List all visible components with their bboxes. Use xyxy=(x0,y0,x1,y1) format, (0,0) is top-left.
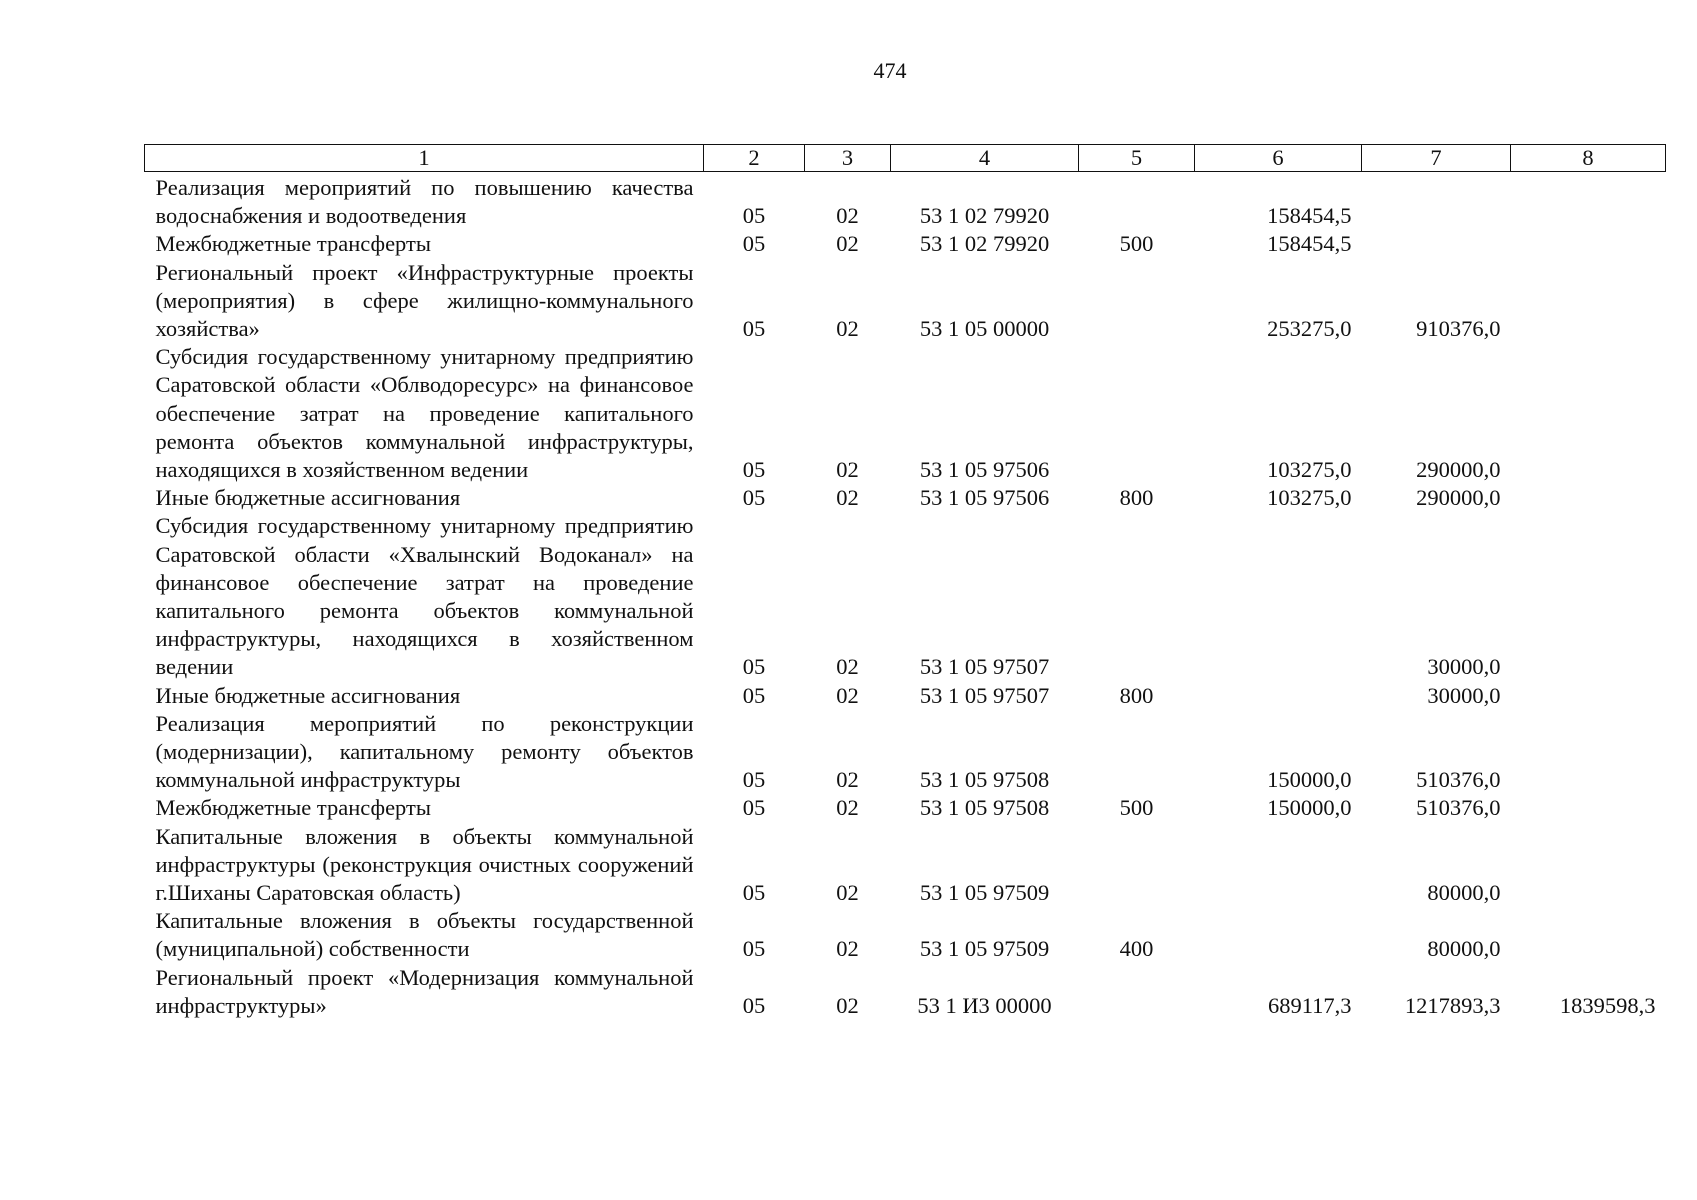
table-row xyxy=(145,964,1666,1020)
table-row xyxy=(145,710,1666,795)
row-amount-col8 xyxy=(1511,343,1666,484)
table-header xyxy=(145,145,1666,172)
table-row xyxy=(145,343,1666,484)
table-row xyxy=(145,230,1666,258)
row-section: 05 xyxy=(742,203,766,229)
row-amount-col6: 158454,5 xyxy=(1267,203,1352,229)
row-section: 05 xyxy=(742,231,766,257)
row-section: 05 xyxy=(742,880,766,906)
row-target-article: 53 1 05 97508 xyxy=(919,767,1050,793)
row-description: Субсидия государственному унитарному предприятию Саратовской области «Облводоресурс» на финансовое обеспечение затрат на проведение капитального ремонта объектов коммунальной инфраструктуры, находящихся в хозяйственном ведении xyxy=(155,344,694,483)
row-expense-type xyxy=(1079,710,1195,795)
row-target-article: 53 1 05 00000 xyxy=(919,316,1050,342)
row-description: Иные бюджетные ассигнования xyxy=(155,682,461,708)
column-header-7: 7 xyxy=(1362,145,1511,172)
row-expense-type xyxy=(1079,343,1195,484)
row-target-article: 53 1 И3 00000 xyxy=(917,992,1052,1018)
row-amount-col6: 103275,0 xyxy=(1267,457,1352,483)
row-target-article: 53 1 05 97506 xyxy=(919,457,1050,483)
row-subsection: 02 xyxy=(836,316,859,342)
table-row xyxy=(145,172,1666,231)
row-subsection: 02 xyxy=(836,992,859,1018)
row-target-article: 53 1 05 97509 xyxy=(919,880,1050,906)
column-header-3: 3 xyxy=(805,145,891,172)
row-amount-col7: 510376,0 xyxy=(1416,795,1501,821)
column-header-2: 2 xyxy=(704,145,805,172)
row-section: 05 xyxy=(742,682,766,708)
column-header-4: 4 xyxy=(891,145,1079,172)
row-amount-col6 xyxy=(1195,682,1362,710)
table-row xyxy=(145,682,1666,710)
row-subsection: 02 xyxy=(836,485,859,511)
row-amount-col8: 1839598,3 xyxy=(1559,992,1656,1018)
row-amount-col7: 1217893,3 xyxy=(1404,992,1501,1018)
row-amount-col7: 30000,0 xyxy=(1427,682,1501,708)
row-target-article: 53 1 02 79920 xyxy=(919,203,1050,229)
column-header-8: 8 xyxy=(1511,145,1666,172)
row-expense-type xyxy=(1079,259,1195,344)
row-amount-col7: 30000,0 xyxy=(1427,654,1501,680)
row-description: Капитальные вложения в объекты коммунальной инфраструктуры (реконструкция очистных сооружений г.Шиханы Саратовская область) xyxy=(155,823,694,906)
row-subsection: 02 xyxy=(836,654,859,680)
row-subsection: 02 xyxy=(836,231,859,257)
row-description: Реализация мероприятий по реконструкции (модернизации), капитальному ремонту объектов коммунальной инфраструктуры xyxy=(155,710,694,793)
row-description: Субсидия государственному унитарному предприятию Саратовской области «Хвалынский Водоканал» на финансовое обеспечение затрат на проведение капитального ремонта объектов коммунальной инфраструктуры, находящихся в хозяйственном ведении xyxy=(155,513,694,680)
row-target-article: 53 1 05 97509 xyxy=(919,936,1050,962)
column-header-6: 6 xyxy=(1195,145,1362,172)
row-amount-col6 xyxy=(1195,907,1362,963)
row-subsection: 02 xyxy=(836,682,859,708)
row-amount-col7 xyxy=(1362,172,1511,231)
row-expense-type xyxy=(1079,172,1195,231)
row-description: Капитальные вложения в объекты государственной (муниципальной) собственности xyxy=(155,908,694,962)
table-row xyxy=(145,259,1666,344)
row-amount-col7: 910376,0 xyxy=(1416,316,1501,342)
row-description: Региональный проект «Инфраструктурные проекты (мероприятия) в сфере жилищно-коммунального хозяйства» xyxy=(155,259,694,342)
header-row xyxy=(145,145,1666,172)
row-amount-col8 xyxy=(1511,230,1666,258)
row-section: 05 xyxy=(742,992,766,1018)
table-row xyxy=(145,823,1666,908)
row-expense-type: 400 xyxy=(1119,936,1154,962)
table-row xyxy=(145,484,1666,512)
row-expense-type: 500 xyxy=(1119,231,1154,257)
row-amount-col6 xyxy=(1195,823,1362,908)
row-description: Региональный проект «Модернизация коммунальной инфраструктуры» xyxy=(155,964,694,1018)
column-header-1: 1 xyxy=(145,145,704,172)
table-row xyxy=(145,512,1666,681)
row-amount-col7: 510376,0 xyxy=(1416,767,1501,793)
page-number: 474 xyxy=(873,58,907,83)
row-section: 05 xyxy=(742,767,766,793)
row-amount-col6: 158454,5 xyxy=(1267,231,1352,257)
budget-table xyxy=(144,144,1666,1020)
row-subsection: 02 xyxy=(836,880,859,906)
row-amount-col8 xyxy=(1511,172,1666,231)
row-amount-col6 xyxy=(1195,512,1362,681)
row-expense-type xyxy=(1079,823,1195,908)
row-section: 05 xyxy=(742,485,766,511)
row-expense-type: 800 xyxy=(1119,485,1154,511)
row-description: Межбюджетные трансферты xyxy=(155,795,431,821)
row-amount-col6: 150000,0 xyxy=(1267,767,1352,793)
row-expense-type: 800 xyxy=(1119,682,1154,708)
row-amount-col6: 103275,0 xyxy=(1267,485,1352,511)
row-section: 05 xyxy=(742,654,766,680)
row-amount-col8 xyxy=(1511,484,1666,512)
row-amount-col8 xyxy=(1511,710,1666,795)
budget-table-container xyxy=(144,144,1665,1020)
row-description: Иные бюджетные ассигнования xyxy=(155,485,461,511)
row-section: 05 xyxy=(742,457,766,483)
row-subsection: 02 xyxy=(836,457,859,483)
row-target-article: 53 1 05 97508 xyxy=(919,795,1050,821)
row-description: Реализация мероприятий по повышению качества водоснабжения и водоотведения xyxy=(155,175,694,229)
row-amount-col8 xyxy=(1511,907,1666,963)
row-amount-col6: 689117,3 xyxy=(1267,992,1352,1018)
row-amount-col8 xyxy=(1511,794,1666,822)
row-subsection: 02 xyxy=(836,795,859,821)
row-amount-col8 xyxy=(1511,512,1666,681)
row-target-article: 53 1 05 97507 xyxy=(919,682,1050,708)
row-amount-col6: 150000,0 xyxy=(1267,795,1352,821)
row-target-article: 53 1 05 97507 xyxy=(919,654,1050,680)
row-subsection: 02 xyxy=(836,936,859,962)
row-amount-col8 xyxy=(1511,259,1666,344)
row-amount-col7: 290000,0 xyxy=(1416,457,1501,483)
row-target-article: 53 1 02 79920 xyxy=(919,231,1050,257)
row-expense-type xyxy=(1079,512,1195,681)
row-amount-col8 xyxy=(1511,823,1666,908)
row-section: 05 xyxy=(742,936,766,962)
row-amount-col7: 80000,0 xyxy=(1427,936,1501,962)
row-description: Межбюджетные трансферты xyxy=(155,231,431,257)
row-target-article: 53 1 05 97506 xyxy=(919,485,1050,511)
row-amount-col7 xyxy=(1362,230,1511,258)
table-body xyxy=(145,172,1666,1021)
row-subsection: 02 xyxy=(836,203,859,229)
row-amount-col7: 80000,0 xyxy=(1427,880,1501,906)
table-row xyxy=(145,907,1666,963)
row-expense-type xyxy=(1079,964,1195,1020)
row-amount-col7: 290000,0 xyxy=(1416,485,1501,511)
table-row xyxy=(145,794,1666,822)
row-subsection: 02 xyxy=(836,767,859,793)
row-amount-col6: 253275,0 xyxy=(1267,316,1352,342)
column-header-5: 5 xyxy=(1079,145,1195,172)
row-section: 05 xyxy=(742,795,766,821)
row-expense-type: 500 xyxy=(1119,795,1154,821)
row-amount-col8 xyxy=(1511,682,1666,710)
row-section: 05 xyxy=(742,316,766,342)
